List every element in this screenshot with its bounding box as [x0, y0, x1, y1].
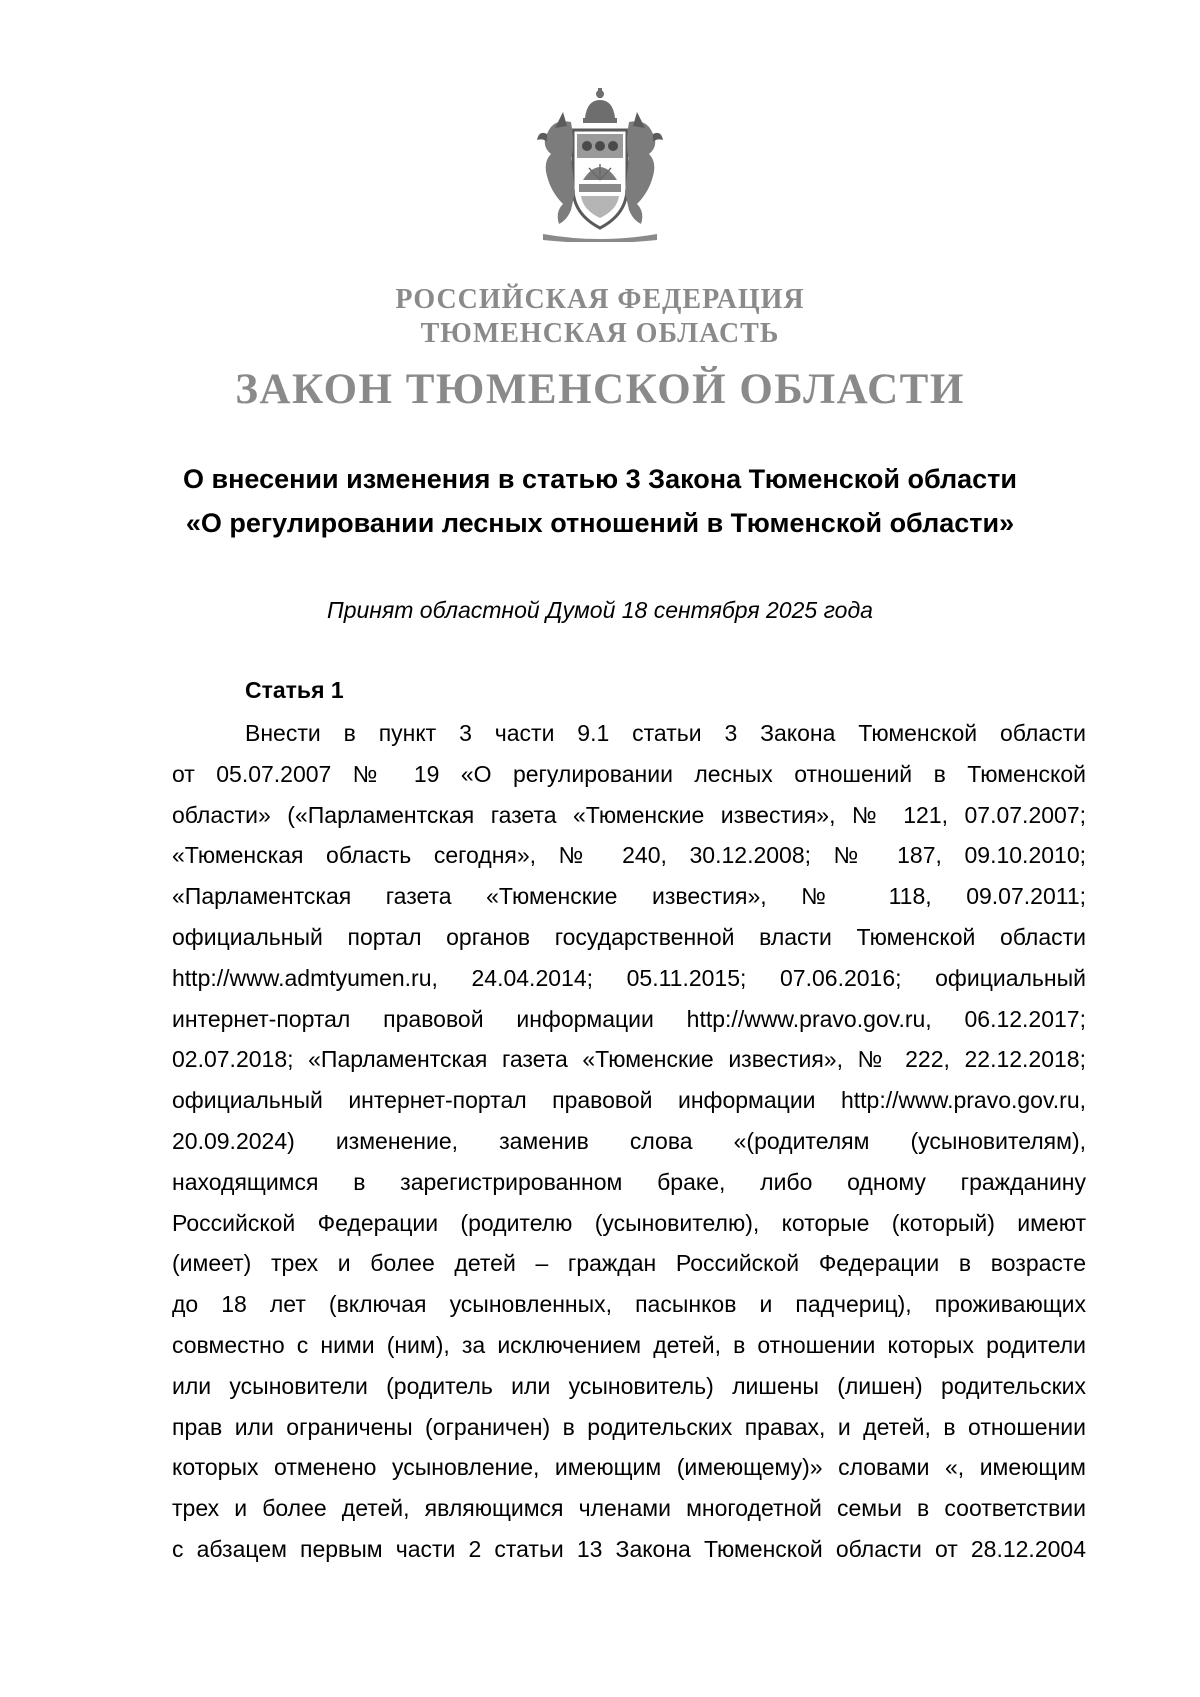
article-line: трех и более детей, являющимся членами многодетной семьи в соответствии — [172, 1495, 1086, 1522]
article-line: Внести в пункт 3 части 9.1 статьи 3 Закона Тюменской области — [245, 720, 1086, 746]
adoption-note: Принят областной Думой 18 сентября 2025 года — [327, 597, 873, 623]
article-line: (имеет) трех и более детей – граждан Российской Федерации в возрасте — [172, 1250, 1086, 1277]
article-line: «Парламентская газета «Тюменские известия», № 118, 09.07.2011; — [172, 883, 1086, 910]
article-line: «Тюменская область сегодня», № 240, 30.12.2008; № 187, 09.10.2010; — [172, 842, 1086, 869]
header-law-type: ЗАКОН ТЮМЕНСКОЙ ОБЛАСТИ — [235, 366, 965, 413]
article-line: с абзацем первым части 2 статьи 13 Закона Тюменской области от 28.12.2004 — [172, 1535, 1086, 1562]
document-title-line-1: О внесении изменения в статью 3 Закона Тюменской области — [183, 464, 1017, 494]
article-body — [172, 713, 1086, 1570]
article-line: http://www.admtyumen.ru, 24.04.2014; 05.11.2015; 07.06.2016; официальный — [172, 964, 1086, 991]
article-line: интернет-портал правовой информации http://www.pravo.gov.ru, 06.12.2017; — [172, 1005, 1086, 1032]
article-line: области» («Парламентская газета «Тюменские известия», № 121, 07.07.2007; — [172, 801, 1086, 828]
article-line: или усыновители (родитель или усыновитель) лишены (лишен) родительских — [172, 1372, 1086, 1399]
header-region: ТЮМЕНСКАЯ ОБЛАСТЬ — [420, 318, 780, 349]
article-line: прав или ограничены (ограничен) в родительских правах, и детей, в отношении — [172, 1413, 1086, 1440]
header-country: РОССИЙСКАЯ ФЕДЕРАЦИЯ — [395, 284, 805, 315]
article-line: совместно с ними (ним), за исключением детей, в отношении которых родители — [172, 1331, 1086, 1358]
document-title-line-2: «О регулировании лесных отношений в Тюменской области» — [185, 508, 1015, 538]
coat-of-arms-icon — [533, 88, 667, 242]
article-heading: Статья 1 — [245, 677, 344, 703]
article-line: официальный интернет-портал правовой информации http://www.pravo.gov.ru, — [172, 1087, 1086, 1114]
article-line: до 18 лет (включая усыновленных, пасынков и падчериц), проживающих — [172, 1291, 1086, 1318]
article-line: Российской Федерации (родителю (усыновителю), которые (который) имеют — [172, 1209, 1086, 1236]
coat-of-arms-graphic — [533, 88, 667, 242]
article-line: от 05.07.2007 № 19 «О регулировании лесных отношений в Тюменской — [172, 760, 1086, 787]
article-line: официальный портал органов государственной власти Тюменской области — [172, 923, 1086, 950]
article-line: 02.07.2018; «Парламентская газета «Тюменские известия», № 222, 22.12.2018; — [172, 1046, 1086, 1073]
article-line: 20.09.2024) изменение, заменив слова «(родителям (усыновителям), — [172, 1127, 1086, 1154]
article-line: находящимся в зарегистрированном браке, либо одному гражданину — [172, 1168, 1086, 1195]
article-line: которых отменено усыновление, имеющим (имеющему)» словами «, имеющим — [172, 1454, 1086, 1481]
